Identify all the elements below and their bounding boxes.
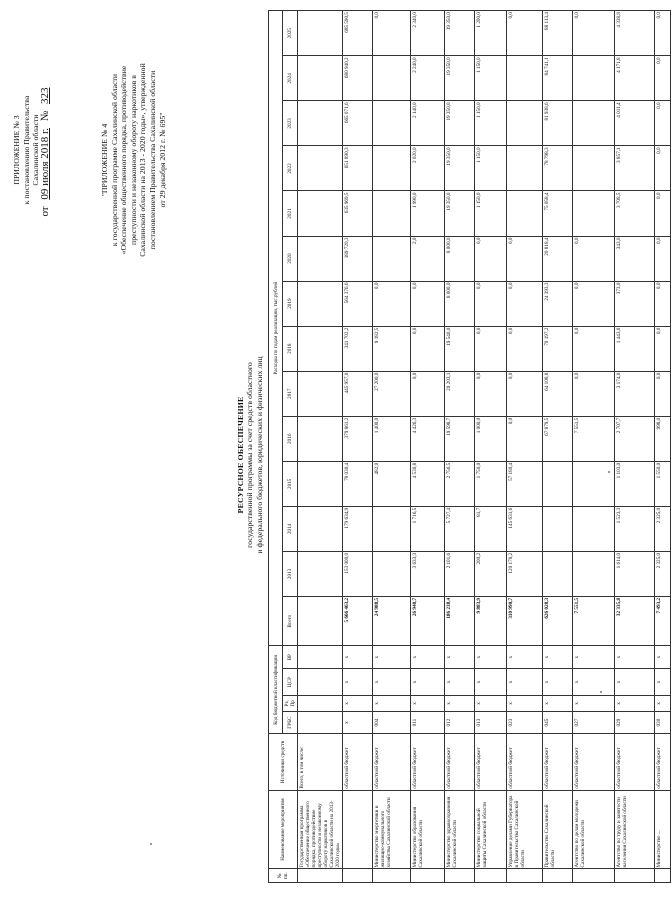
cell-year-value: 1 716,5	[411, 506, 445, 551]
cell-year-value: 2 325,0	[655, 551, 671, 596]
cell-year-value: 0,0	[507, 11, 543, 56]
cell-year-value	[298, 551, 343, 596]
cell-year-value: 1 000,0	[475, 416, 507, 461]
cell-name: Правительство Сахалинской области	[543, 790, 573, 869]
appendix-3-line: к постановлению Правительства	[21, 95, 31, 205]
appendix-4-line: Сахалинской области на 2013 - 2020 годы», утвержденной	[138, 63, 148, 257]
cell-year-value: 482,0	[373, 461, 411, 506]
cell-year-value: 0,0	[411, 371, 445, 416]
cell-rz: x	[543, 696, 573, 712]
cell-year-value: 120 178,2	[507, 551, 543, 596]
cell-name: Министерство здравоохранения Сахалинской области	[445, 790, 475, 869]
cell-year-value: 1 990,0	[411, 191, 445, 236]
cell-rz: x	[507, 696, 543, 712]
cell-rz: x	[445, 696, 475, 712]
cell-year-value: 564 376,6	[343, 281, 373, 326]
cell-year-value: 78 030,4	[343, 461, 373, 506]
cell-vr: x	[615, 646, 655, 669]
cell-year-value: 4 011,4	[615, 101, 655, 146]
cell-year-value	[298, 416, 343, 461]
cell-year-value: 2 325,0	[655, 506, 671, 551]
header-num: № пп.	[269, 869, 298, 883]
cell-year-value	[507, 56, 543, 101]
cell-year-value: 88 113,4	[543, 11, 573, 56]
cell-year-value: 4 338,8	[615, 11, 655, 56]
cell-num	[298, 869, 343, 883]
cell-year-value: 1 550,0	[655, 461, 671, 506]
cell-year-value: 635 969,5	[343, 191, 373, 236]
cell-year-value: 4 530,8	[411, 461, 445, 506]
cell-year-value: 27 200,0	[373, 371, 411, 416]
cell-year-value: 1 150,0	[475, 191, 507, 236]
appendix-3-header	[12, 15, 50, 285]
cell-name: Управление делами Губернатора и Правительства Сахалинской области	[507, 790, 543, 869]
cell-year-value: 341 702,2	[343, 326, 373, 371]
header-year: 2019	[283, 281, 298, 326]
cell-year-value: 84 741,1	[543, 56, 573, 101]
cell-year-value: 0,0	[573, 236, 615, 281]
cell-year-value: 2 140,0	[411, 101, 445, 146]
cell-year-value: 81 938,6	[543, 101, 573, 146]
cell-source: областной бюджет	[475, 734, 507, 790]
header-total: Всего	[283, 596, 298, 646]
cell-csr	[298, 669, 343, 696]
cell-csr: x	[373, 669, 411, 696]
cell-year-value: 665 071,6	[343, 101, 373, 146]
cell-grbs: 013	[475, 711, 507, 734]
cell-csr: x	[475, 669, 507, 696]
cell-total: 24 988,5	[373, 596, 411, 646]
cell-year-value: 5 727,4	[445, 506, 475, 551]
cell-total: 7 551,5	[573, 596, 615, 646]
cell-year-value	[573, 506, 615, 551]
header-year: 2013	[283, 551, 298, 596]
cell-vr: x	[475, 646, 507, 669]
cell-year-value: 0,0	[507, 326, 543, 371]
cell-year-value: 1 150,0	[475, 56, 507, 101]
cell-total: 9 883,9	[475, 596, 507, 646]
cell-source: областной бюджет	[543, 734, 573, 790]
cell-csr: x	[411, 669, 445, 696]
cell-year-value: 4 426,3	[411, 416, 445, 461]
cell-year-value: 1 614,0	[615, 551, 655, 596]
cell-year-value	[373, 146, 411, 191]
cell-year-value	[373, 191, 411, 236]
cell-year-value	[298, 11, 343, 56]
cell-year-value: 3 633,3	[411, 551, 445, 596]
cell-year-value: 0,0	[373, 281, 411, 326]
cell-rz: x	[411, 696, 445, 712]
cell-year-value: 0,0	[573, 11, 615, 56]
table-row	[475, 11, 507, 883]
cell-year-value: 0,0	[655, 56, 671, 101]
header-year: 2018	[283, 326, 298, 371]
header-rz: Рз, Пр	[283, 696, 298, 712]
cell-csr: x	[655, 669, 671, 696]
cell-num	[655, 869, 671, 883]
cell-grbs: 030	[655, 711, 671, 734]
cell-num	[373, 869, 411, 883]
header-name: Наименование мероприятия	[269, 790, 298, 869]
cell-rz: x	[475, 696, 507, 712]
cell-year-value: 0,0	[573, 281, 615, 326]
header-year: 2014	[283, 506, 298, 551]
title-line-3: и федерального бюджетов, юридических и физических лиц	[254, 356, 264, 554]
cell-year-value: 153 000,0	[343, 551, 373, 596]
cell-year-value: 189 720,3	[343, 236, 373, 281]
cell-year-value: 19 540,0	[445, 326, 475, 371]
cell-year-value	[543, 461, 573, 506]
cell-num	[507, 869, 543, 883]
cell-year-value: 3 857,1	[615, 146, 655, 191]
cell-vr: x	[543, 646, 573, 669]
table-row	[573, 11, 615, 883]
cell-year-value	[298, 461, 343, 506]
cell-year-value	[373, 101, 411, 146]
header-vr: ВР	[283, 646, 298, 669]
cell-grbs: 029	[615, 711, 655, 734]
cell-grbs: 045	[543, 711, 573, 734]
cell-year-value: 1 200,0	[475, 11, 507, 56]
cell-source: областной бюджет	[655, 734, 671, 790]
cell-year-value: 0,0	[655, 11, 671, 56]
cell-year-value	[543, 506, 573, 551]
cell-source: областной бюджет	[445, 734, 475, 790]
scan-speck	[600, 691, 602, 693]
cell-year-value: 200,2	[475, 551, 507, 596]
appendix-4-line: преступности и незаконному обороту наркотиков в	[128, 75, 138, 245]
cell-name: Министерство образования Сахалинской области	[411, 790, 445, 869]
cell-year-value: 0,0	[655, 371, 671, 416]
cell-vr	[298, 646, 343, 669]
cell-year-value	[573, 551, 615, 596]
cell-total	[298, 596, 343, 646]
cell-year-value: 24 393,3	[543, 281, 573, 326]
cell-year-value	[298, 371, 343, 416]
appendix-4-line: "ПРИЛОЖЕНИЕ № 4	[100, 123, 109, 197]
cell-name: Государственная программа «Обеспечение общественного порядка, противодействие преступности и незаконному обороту наркотиков в Сахалинской области на 2013-2020 годы»	[298, 790, 343, 869]
table-row	[543, 11, 573, 883]
cell-year-value	[543, 551, 573, 596]
cell-num	[615, 869, 655, 883]
cell-vr: x	[445, 646, 475, 669]
cell-rz: x	[573, 696, 615, 712]
cell-total: 186 238,4	[445, 596, 475, 646]
cell-csr: x	[445, 669, 475, 696]
cell-year-value: 3 708,5	[615, 191, 655, 236]
cell-year-value: 0,0	[507, 236, 543, 281]
cell-grbs: 012	[445, 711, 475, 734]
cell-year-value: 998,0	[655, 416, 671, 461]
cell-year-value: 373,0	[615, 281, 655, 326]
cell-year-value: 78 798,3	[543, 146, 573, 191]
header-year: 2017	[283, 371, 298, 416]
appendix-4-line: от 29 декабря 2012 г. № 695"	[157, 112, 167, 208]
cell-csr: x	[343, 669, 373, 696]
cell-year-value: 0,0	[655, 191, 671, 236]
cell-year-value: 8 000,0	[445, 281, 475, 326]
cell-year-value	[298, 236, 343, 281]
appendix-3-line: ПРИЛОЖЕНИЕ № 3	[12, 115, 21, 185]
header-kbk: Код бюджетной классификации	[269, 646, 283, 734]
cell-year-value: 57 180,4	[507, 461, 543, 506]
cell-year-value: 67 879,5	[543, 416, 573, 461]
document-title	[236, 125, 264, 785]
cell-year-value: 1 750,0	[475, 461, 507, 506]
header-year: 2020	[283, 236, 298, 281]
cell-name: Министерство ...	[655, 790, 671, 869]
cell-year-value: 20 818,4	[543, 236, 573, 281]
cell-year-value	[298, 281, 343, 326]
cell-year-value: 19 598,7	[445, 416, 475, 461]
cell-year-value	[573, 101, 615, 146]
resource-table	[268, 10, 671, 883]
cell-year-value: 0,0	[573, 326, 615, 371]
number-value: 323	[38, 87, 51, 104]
cell-grbs: x	[343, 711, 373, 734]
cell-year-value: 0,0	[573, 371, 615, 416]
cell-grbs: 004	[373, 711, 411, 734]
cell-source: областной бюджет	[343, 734, 373, 790]
cell-csr: x	[543, 669, 573, 696]
cell-vr: x	[373, 646, 411, 669]
table-row	[343, 11, 373, 883]
cell-num	[475, 869, 507, 883]
cell-total: 626 028,3	[543, 596, 573, 646]
cell-rz: x	[615, 696, 655, 712]
cell-num	[445, 869, 475, 883]
cell-source: областной бюджет	[507, 734, 543, 790]
cell-year-value	[298, 101, 343, 146]
cell-num	[573, 869, 615, 883]
cell-name: Агентство по труду и занятости населения Сахалинской области	[615, 790, 655, 869]
cell-vr: x	[655, 646, 671, 669]
cell-year-value: 19 350,0	[445, 56, 475, 101]
cell-year-value: 81,7	[475, 506, 507, 551]
cell-year-value	[573, 461, 615, 506]
cell-year-value: 0,0	[507, 371, 543, 416]
cell-year-value	[373, 506, 411, 551]
cell-year-value: 19 350,0	[445, 11, 475, 56]
cell-vr: x	[343, 646, 373, 669]
header-year: 2025	[283, 11, 298, 56]
title-main: РЕСУРСНОЕ ОБЕСПЕЧЕНИЕ	[236, 396, 245, 514]
header-year: 2023	[283, 101, 298, 146]
cell-csr: x	[615, 669, 655, 696]
cell-year-value: 2 756,5	[445, 461, 475, 506]
header-year: 2022	[283, 146, 298, 191]
cell-year-value	[373, 236, 411, 281]
table-row	[507, 11, 543, 883]
cell-vr: x	[411, 646, 445, 669]
cell-year-value: 0,0	[475, 326, 507, 371]
header-csr: ЦСР	[283, 669, 298, 696]
cell-total: 7 493,2	[655, 596, 671, 646]
cell-year-value	[573, 146, 615, 191]
cell-year-value: 19 350,0	[445, 191, 475, 236]
cell-year-value: 2 240,0	[411, 56, 445, 101]
cell-year-value: 70 197,2	[543, 326, 573, 371]
cell-year-value: 19 350,0	[445, 101, 475, 146]
number-prefix: №	[38, 110, 51, 122]
cell-year-value: 0,0	[411, 281, 445, 326]
cell-year-value: 1 103,0	[615, 461, 655, 506]
cell-year-value	[298, 326, 343, 371]
cell-year-value: 680 940,2	[343, 56, 373, 101]
table-row	[655, 11, 671, 883]
appendix-4-header	[100, 15, 167, 305]
cell-year-value: 1 523,3	[615, 506, 655, 551]
cell-source: областной бюджет	[573, 734, 615, 790]
cell-year-value	[298, 506, 343, 551]
cell-year-value: 2 340,0	[411, 11, 445, 56]
table-row	[373, 11, 411, 883]
cell-year-value: 2 707,7	[615, 416, 655, 461]
cell-year-value: 343,0	[615, 236, 655, 281]
cell-year-value: 2 020,0	[411, 146, 445, 191]
date-prefix: от	[38, 206, 51, 217]
cell-year-value: 4 171,8	[615, 56, 655, 101]
cell-vr: x	[507, 646, 543, 669]
cell-year-value	[373, 56, 411, 101]
cell-name: Министерство социальной защиты Сахалинской области	[475, 790, 507, 869]
cell-year-value: 20 203,1	[445, 371, 475, 416]
cell-name: Министерство энергетики и жилищно-коммунального хозяйства Сахалинской области	[373, 790, 411, 869]
header-spend: Расходы по годам реализации, тыс.рублей	[269, 11, 283, 646]
cell-year-value: 1 400,0	[373, 416, 411, 461]
header-year: 2015	[283, 461, 298, 506]
appendix-4-line: постановлением Правительства Сахалинской области	[147, 70, 157, 250]
table-row	[298, 11, 343, 883]
scan-speck	[608, 471, 610, 473]
cell-year-value: 2 101,6	[445, 551, 475, 596]
cell-num	[411, 869, 445, 883]
cell-source: областной бюджет	[615, 734, 655, 790]
cell-total: 32 335,8	[615, 596, 655, 646]
cell-source: Всего, в том числе:	[298, 734, 343, 790]
cell-year-value: 9 182,5	[373, 326, 411, 371]
cell-year-value: 2,0	[411, 236, 445, 281]
cell-year-value: 3 174,0	[615, 371, 655, 416]
cell-year-value: 685 590,5	[343, 11, 373, 56]
cell-total: 310 990,7	[507, 596, 543, 646]
cell-year-value: 1 150,0	[475, 101, 507, 146]
cell-year-value: 0,0	[655, 101, 671, 146]
cell-year-value: 0,0	[655, 326, 671, 371]
cell-rz	[298, 696, 343, 712]
cell-year-value: 8 000,0	[445, 236, 475, 281]
appendix-4-line: к государственной программе Сахалинской области	[109, 73, 119, 247]
appendix-4-line: «Обеспечение общественного порядка, противодействие	[119, 65, 129, 255]
cell-year-value: 75 058,4	[543, 191, 573, 236]
cell-year-value: 0,0	[475, 371, 507, 416]
table-row	[411, 11, 445, 883]
cell-year-value: 19 350,0	[445, 146, 475, 191]
cell-year-value: 0,0	[475, 236, 507, 281]
header-year: 2024	[283, 56, 298, 101]
table-row	[445, 11, 475, 883]
cell-year-value: 0,0	[475, 281, 507, 326]
title-line-2: государственной программы за счет средств областного	[245, 362, 255, 548]
cell-total: 26 940,7	[411, 596, 445, 646]
cell-year-value: 651 890,3	[343, 146, 373, 191]
cell-vr: x	[573, 646, 615, 669]
cell-grbs	[298, 711, 343, 734]
appendix-3-line: Сахалинской области	[31, 114, 41, 186]
cell-year-value: 0,0	[507, 416, 543, 461]
cell-year-value: 0,0	[411, 326, 445, 371]
header-grbs: ГРБС	[283, 711, 298, 734]
cell-source: областной бюджет	[373, 734, 411, 790]
cell-rz: x	[373, 696, 411, 712]
header-source: Источники средств	[269, 734, 298, 790]
cell-grbs: 011	[411, 711, 445, 734]
cell-source: областной бюджет	[411, 734, 445, 790]
cell-grbs: 023	[507, 711, 543, 734]
cell-name: Агентство по делам молодежи Сахалинской области	[573, 790, 615, 869]
cell-year-value: 445 957,0	[343, 371, 373, 416]
scan-speck	[150, 843, 152, 845]
header-year: 2021	[283, 191, 298, 236]
cell-year-value: 64 108,8	[543, 371, 573, 416]
cell-year-value: 1 443,0	[615, 326, 655, 371]
date-line	[38, 15, 51, 285]
cell-csr: x	[507, 669, 543, 696]
cell-year-value: 379 861,2	[343, 416, 373, 461]
cell-year-value	[298, 56, 343, 101]
cell-year-value	[507, 101, 543, 146]
cell-year-value	[298, 191, 343, 236]
cell-year-value: 145 631,6	[507, 506, 543, 551]
cell-name	[343, 790, 373, 869]
cell-year-value: 0,0	[373, 11, 411, 56]
cell-num	[543, 869, 573, 883]
cell-year-value: 0,0	[507, 281, 543, 326]
cell-csr: x	[573, 669, 615, 696]
cell-year-value	[573, 191, 615, 236]
cell-num	[343, 869, 373, 883]
cell-year-value	[507, 146, 543, 191]
cell-rz: x	[655, 696, 671, 712]
cell-year-value: 7 551,5	[573, 416, 615, 461]
cell-year-value: 0,0	[655, 236, 671, 281]
cell-rz: x	[343, 696, 373, 712]
cell-year-value: 179 634,9	[343, 506, 373, 551]
cell-year-value	[298, 146, 343, 191]
date-value: 09 июля 2018 г.	[38, 127, 51, 200]
table-row	[615, 11, 655, 883]
cell-year-value: 1 150,0	[475, 146, 507, 191]
cell-total: 5 666 463,2	[343, 596, 373, 646]
cell-grbs: 027	[573, 711, 615, 734]
header-year: 2016	[283, 416, 298, 461]
cell-year-value	[373, 551, 411, 596]
cell-year-value	[573, 56, 615, 101]
cell-year-value	[507, 191, 543, 236]
cell-year-value: 0,0	[655, 281, 671, 326]
cell-year-value: 0,0	[655, 146, 671, 191]
